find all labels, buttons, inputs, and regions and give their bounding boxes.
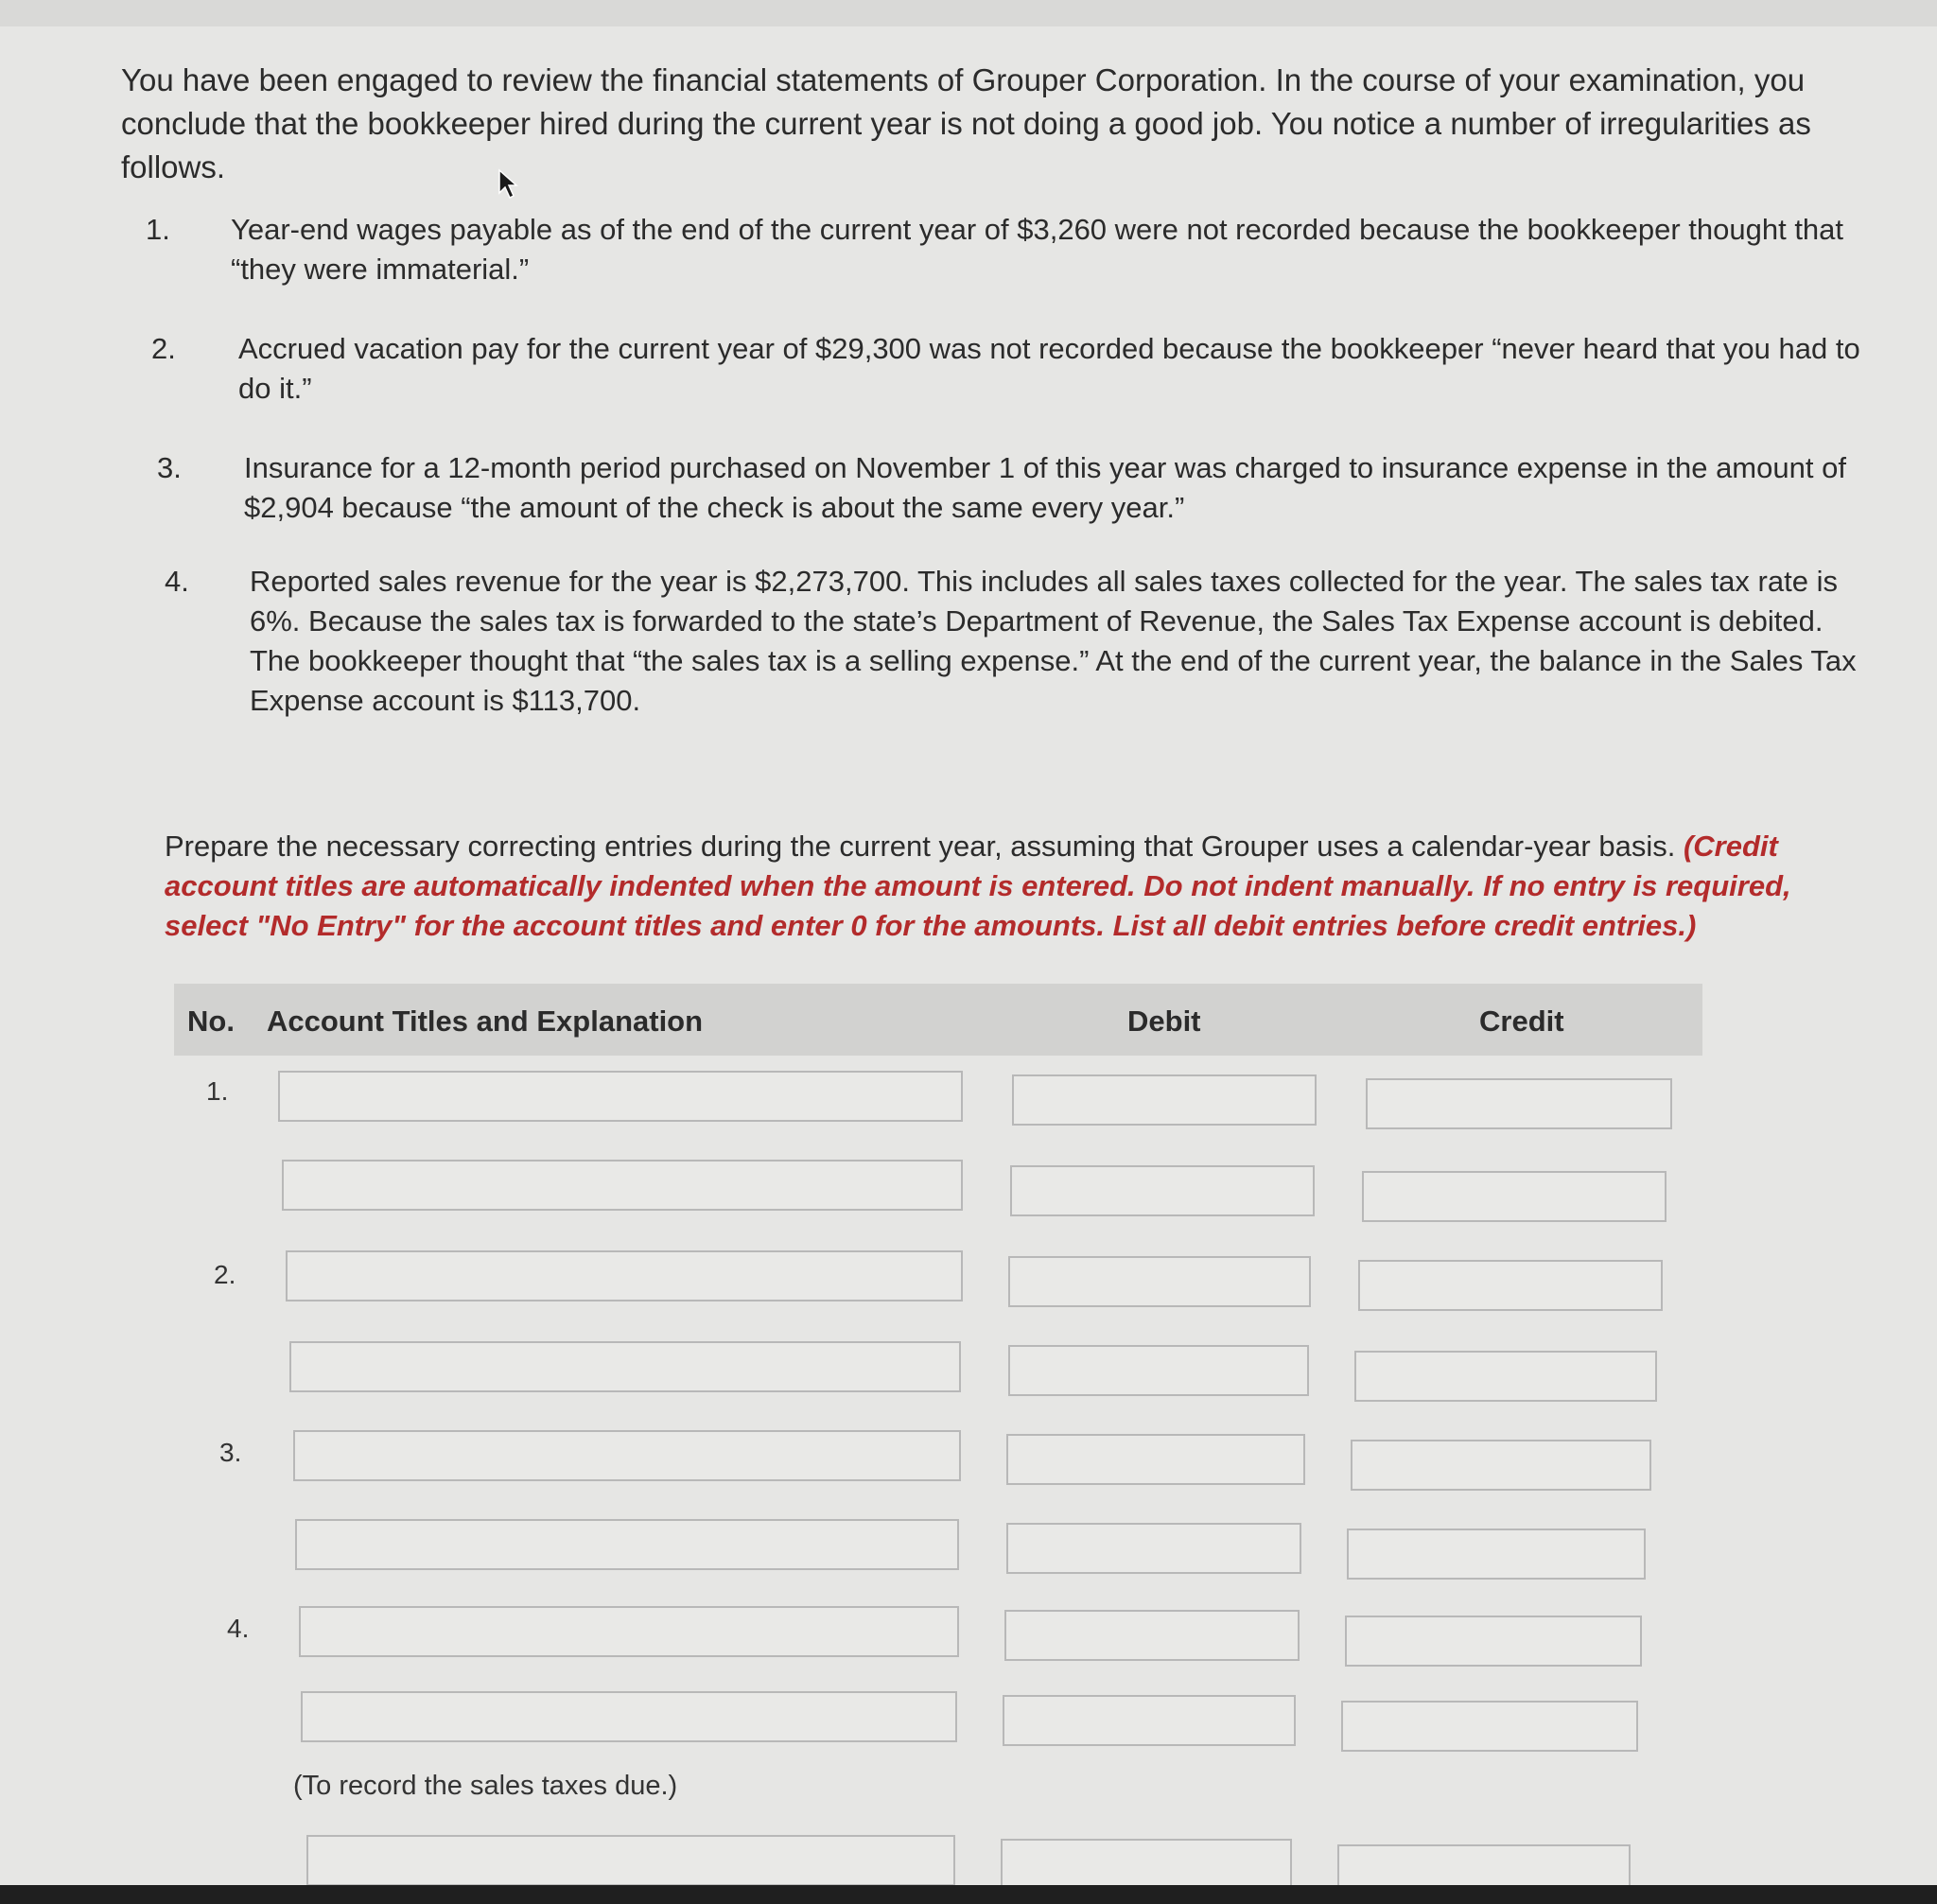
debit-input[interactable] (1008, 1256, 1311, 1307)
header-no: No. (187, 1004, 235, 1038)
account-title-input[interactable] (295, 1519, 959, 1570)
debit-input[interactable] (1004, 1610, 1300, 1661)
credit-input[interactable] (1341, 1701, 1638, 1752)
debit-input[interactable] (1001, 1839, 1292, 1890)
credit-input[interactable] (1351, 1440, 1651, 1491)
account-title-input[interactable] (301, 1691, 957, 1742)
top-band (0, 0, 1937, 26)
issue-text: Reported sales revenue for the year is $2,273,700. This includes all sales taxes collected for the year. The sales tax rate is 6%. Because the sales tax is forwarded to the state’s Department of Revenue, the Sales Tax Expense account is debited. The bookkeeper thought that “the sales tax is a selling expense.” At the end of the current year, the balance in the Sales Tax Expense account is $113,700. (250, 565, 1857, 717)
debit-input[interactable] (1008, 1345, 1309, 1396)
credit-input[interactable] (1366, 1078, 1672, 1129)
debit-input[interactable] (1003, 1695, 1296, 1746)
entry-number-1: 1. (206, 1076, 229, 1106)
entry-number-2: 2. (214, 1260, 236, 1289)
header-debit: Debit (1127, 1004, 1201, 1038)
credit-input[interactable] (1358, 1260, 1663, 1311)
entry-number-3: 3. (219, 1438, 242, 1467)
credit-input[interactable] (1362, 1171, 1667, 1222)
account-title-input[interactable] (293, 1430, 961, 1481)
account-title-input[interactable] (289, 1341, 961, 1392)
credit-input[interactable] (1354, 1351, 1657, 1402)
bottom-band (0, 1885, 1937, 1904)
instructions (165, 827, 1867, 946)
account-title-input[interactable] (299, 1606, 959, 1657)
debit-input[interactable] (1010, 1165, 1315, 1216)
issue-number: 1. (146, 213, 170, 246)
account-title-input[interactable] (282, 1160, 963, 1211)
entry-explanation-note: (To record the sales taxes due.) (293, 1771, 678, 1801)
instructions-main: Prepare the necessary correcting entries during the current year, assuming that Grouper uses a calendar-year basis. (165, 830, 1684, 863)
debit-input[interactable] (1006, 1434, 1305, 1485)
credit-input[interactable] (1345, 1616, 1642, 1667)
mouse-pointer-icon (497, 168, 518, 201)
issue-text: Year-end wages payable as of the end of the current year of $3,260 were not recorded because the bookkeeper thought that “they were immaterial.” (231, 213, 1844, 286)
journal-table-header (174, 984, 1702, 1056)
account-title-input[interactable] (286, 1250, 963, 1301)
issue-text: Insurance for a 12-month period purchased on November 1 of this year was charged to insurance expense in the amount of $2,904 because “the amount of the check is about the same every year.” (244, 451, 1846, 524)
issue-number: 4. (165, 565, 189, 598)
issue-number: 3. (157, 451, 182, 484)
account-title-input[interactable] (278, 1071, 963, 1122)
issue-number: 2. (151, 332, 176, 365)
debit-input[interactable] (1012, 1074, 1317, 1126)
credit-input[interactable] (1347, 1528, 1646, 1580)
intro-paragraph: You have been engaged to review the financial statements of Grouper Corporation. In the course of your examination, you conclude that the bookkeeper hired during the current year is not doing a good job. You notice a number of irregularities as follows. (121, 62, 1811, 184)
entry-number-4: 4. (227, 1614, 250, 1643)
instructions-note: (Credit account titles are automatically indented when the amount is entered. Do not indent manually. If no entry is required, select "No Entry" for the account titles and enter 0 for the amounts. List all debit entries before credit entries.) (165, 830, 1791, 942)
header-credit: Credit (1479, 1004, 1564, 1038)
account-title-input[interactable] (306, 1835, 955, 1886)
issue-text: Accrued vacation pay for the current year of $29,300 was not recorded because the bookkeeper “never heard that you had to do it.” (238, 332, 1860, 405)
header-account-titles: Account Titles and Explanation (267, 1004, 704, 1038)
debit-input[interactable] (1006, 1523, 1301, 1574)
